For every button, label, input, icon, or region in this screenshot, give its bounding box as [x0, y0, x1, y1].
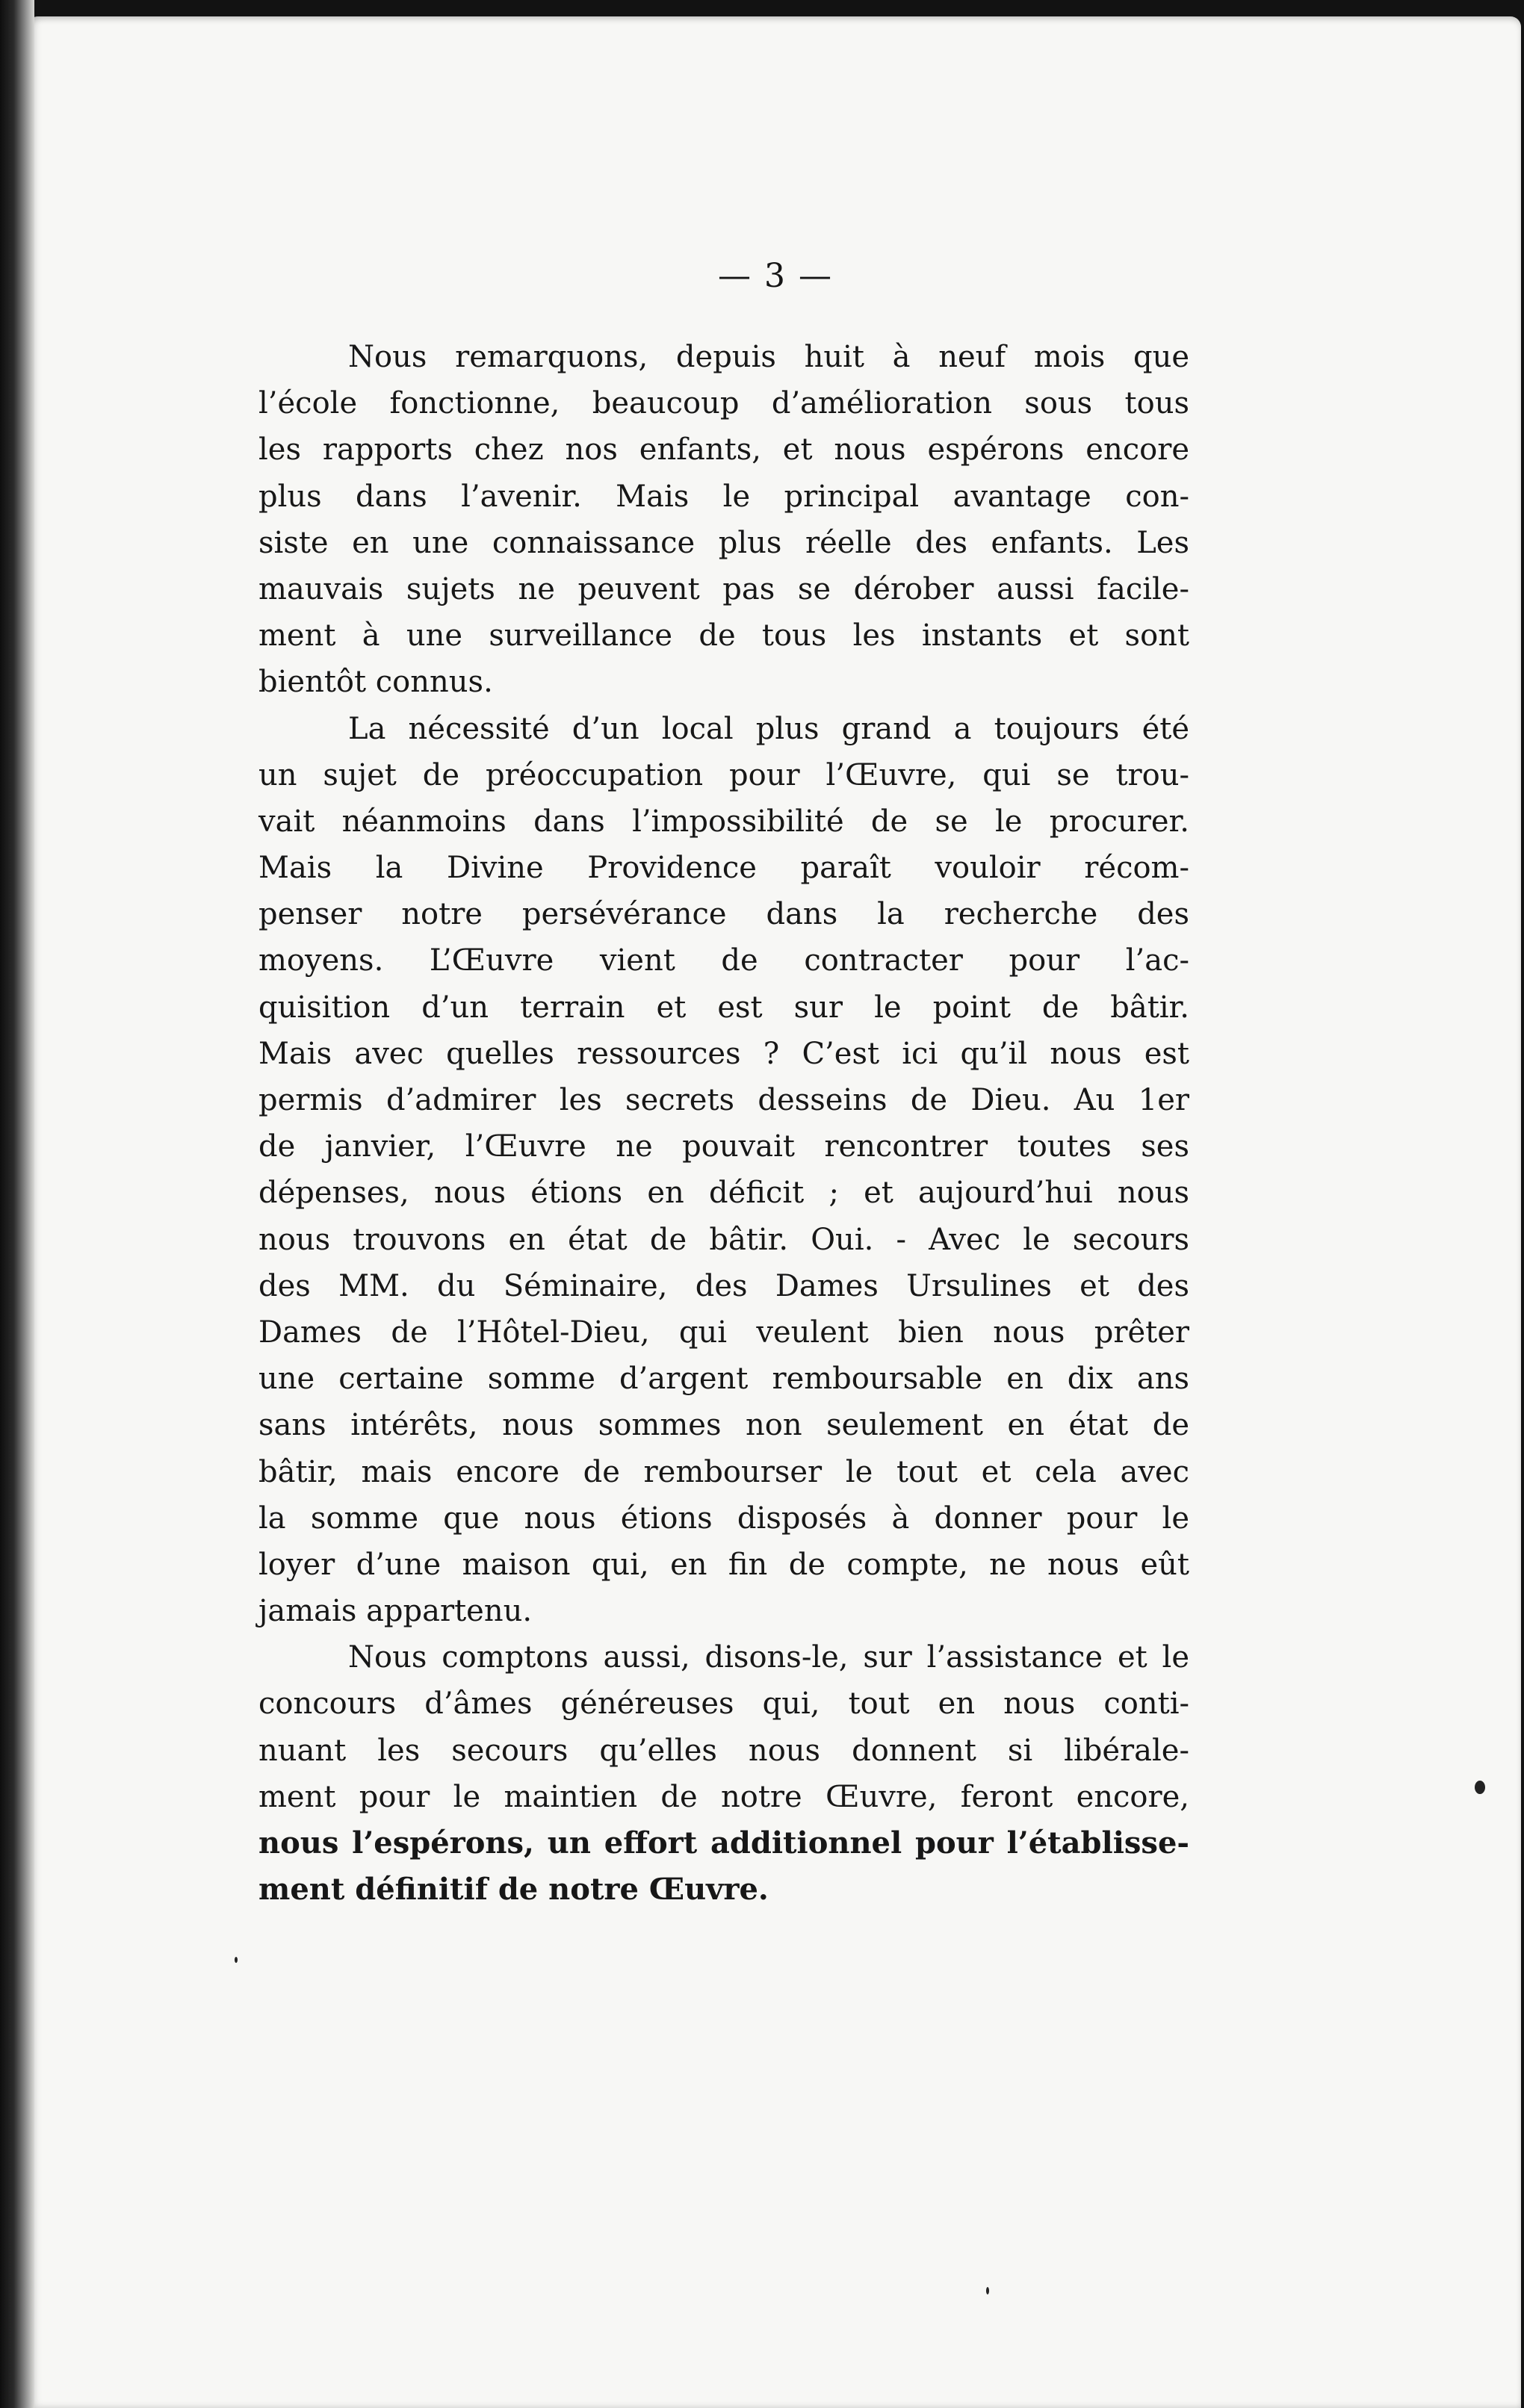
- text-line: des MM. du Séminaire, des Dames Ursulines et des: [258, 1268, 1189, 1303]
- text-line: nous l’espérons, un effort additionnel pour l’établisse-: [258, 1825, 1189, 1861]
- text-line: siste en une connaissance plus réelle des enfants. Les: [258, 525, 1189, 560]
- text-line: vait néanmoins dans l’impossibilité de se le procurer.: [258, 804, 1189, 839]
- text-line: de janvier, l’Œuvre ne pouvait rencontrer toutes ses: [258, 1129, 1189, 1164]
- ink-speck: [235, 1957, 238, 1963]
- text-line: les rapports chez nos enfants, et nous espérons encore: [258, 432, 1189, 468]
- text-line: Mais la Divine Providence paraît vouloir récom-: [258, 851, 1189, 886]
- text-line: ment définitif de notre Œuvre.: [258, 1872, 769, 1908]
- text-line: ment pour le maintien de notre Œuvre, feront encore,: [258, 1779, 1189, 1814]
- text-line: plus dans l’avenir. Mais le principal avantage con-: [258, 479, 1189, 514]
- text-line: la somme que nous étions disposés à donner pour le: [258, 1501, 1189, 1536]
- text-line: Mais avec quelles ressources ? C’est ici qu’il nous est: [258, 1036, 1189, 1071]
- text-line: dépenses, nous étions en déficit ; et aujourd’hui nous: [258, 1176, 1189, 1211]
- text-line: concours d’âmes généreuses qui, tout en nous conti-: [258, 1686, 1189, 1722]
- text-line: ment à une surveillance de tous les instants et sont: [258, 618, 1189, 654]
- text-line: l’école fonctionne, beaucoup d’amélioration sous tous: [258, 386, 1189, 421]
- text-line: quisition d’un terrain et est sur le point de bâtir.: [258, 990, 1189, 1025]
- text-line: une certaine somme d’argent remboursable en dix ans: [258, 1362, 1189, 1397]
- text-line: nous trouvons en état de bâtir. Oui. - Avec le secours: [258, 1222, 1189, 1257]
- text-line: penser notre persévérance dans la recherche des: [258, 897, 1189, 932]
- text-line: un sujet de préoccupation pour l’Œuvre, qui se trou-: [258, 757, 1189, 792]
- text-line: Nous remarquons, depuis huit à neuf mois que: [348, 340, 1189, 374]
- text-line: sans intérêts, nous sommes non seulement en état de: [258, 1408, 1189, 1443]
- text-line: Nous comptons aussi, disons-le, sur l’assistance et le: [348, 1640, 1189, 1675]
- text-line: bientôt connus.: [258, 665, 493, 700]
- book-binding-edge: [0, 0, 34, 2408]
- body-text: [258, 334, 1189, 1913]
- page-number: — 3 —: [718, 257, 833, 295]
- text-line: permis d’admirer les secrets desseins de Dieu. Au 1er: [258, 1083, 1189, 1117]
- text-line: jamais appartenu.: [258, 1594, 533, 1629]
- paper-sheet: [30, 16, 1521, 2408]
- ink-speck: [1475, 1781, 1485, 1794]
- text-line: Dames de l’Hôtel-Dieu, qui veulent bien nous prêter: [258, 1315, 1189, 1350]
- text-line: La nécessité d’un local plus grand a toujours été: [348, 711, 1189, 746]
- ink-speck: [986, 2287, 989, 2294]
- text-line: moyens. L’Œuvre vient de contracter pour l’ac-: [258, 943, 1189, 978]
- text-line: loyer d’une maison qui, en fin de compte, ne nous eût: [258, 1547, 1189, 1582]
- text-line: nuant les secours qu’elles nous donnent si libérale-: [258, 1733, 1189, 1768]
- text-line: bâtir, mais encore de rembourser le tout et cela avec: [258, 1454, 1189, 1489]
- text-line: mauvais sujets ne peuvent pas se dérober aussi facile-: [258, 571, 1189, 606]
